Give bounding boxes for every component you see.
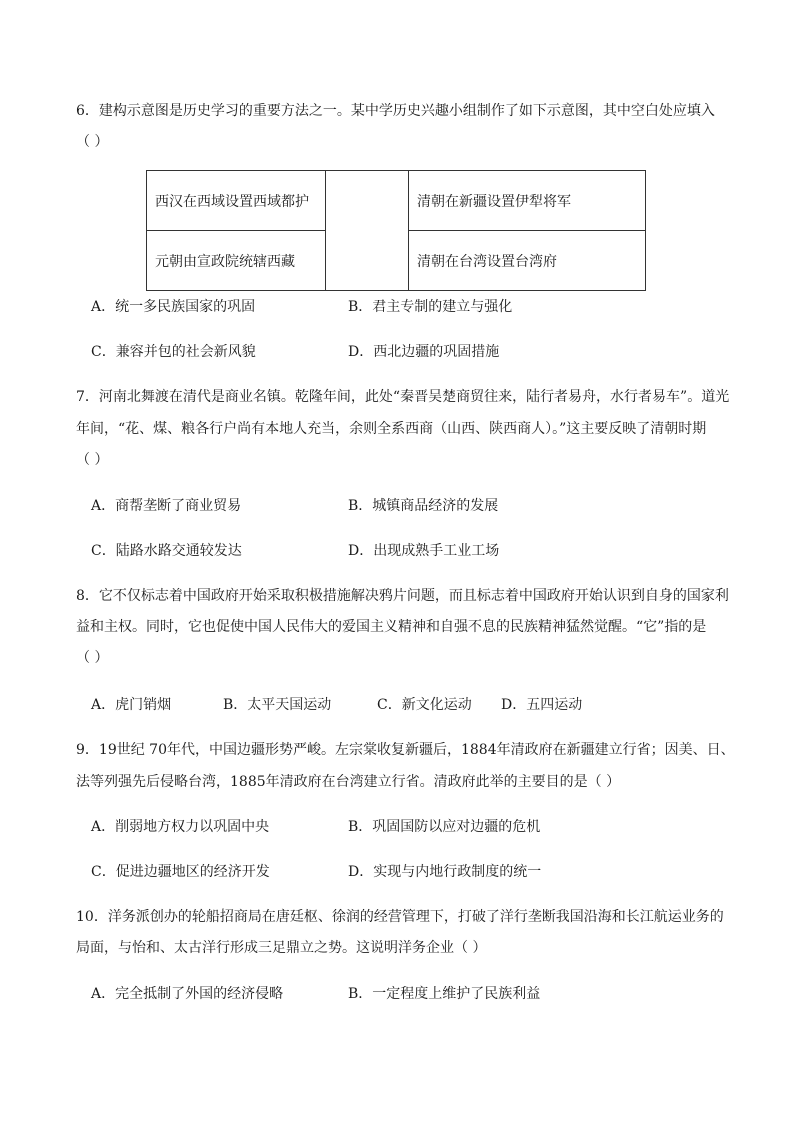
q8-option-c[interactable]: C．新文化运动: [377, 697, 472, 713]
q9-option-b[interactable]: B．巩固国防以应对边疆的危机: [348, 819, 541, 835]
q8-option-a[interactable]: A．虎门销烟: [91, 697, 172, 713]
q7-stem-line1: 7．河南北舞渡在清代是商业名镇。乾隆年间，此处“秦晋吴楚商贸往来，陆行者易舟，水行者易车”。道光: [76, 389, 730, 405]
q6-option-b[interactable]: B．君主专制的建立与强化: [348, 299, 513, 315]
q6-cell-left-bottom: 元朝由宣政院统辖西藏: [147, 231, 326, 291]
q10-option-b[interactable]: B．一定程度上维护了民族利益: [348, 986, 541, 1002]
q7-option-c[interactable]: C．陆路水路交通较发达: [91, 543, 242, 559]
q6-option-d[interactable]: D．西北边疆的巩固措施: [348, 344, 500, 360]
q7-stem-line2: 年间，“花、煤、粮各行户尚有本地人充当，余则全系西商（山西、陕西商人）。”这主要反映了清朝时期: [76, 421, 707, 437]
q6-option-c[interactable]: C．兼容并包的社会新风貌: [91, 344, 256, 360]
q6-option-a[interactable]: A．统一多民族国家的巩固: [91, 299, 256, 315]
q6-blank-cell: [326, 171, 409, 291]
q9-stem-line1: 9．19世纪 70年代，中国边疆形势严峻。左宗棠收复新疆后，1884年清政府在新疆建立行省；因美、日、: [76, 742, 735, 758]
q6-cell-left-top: 西汉在西域设置西域都护: [147, 171, 326, 231]
q8-option-b[interactable]: B．太平天国运动: [223, 697, 332, 713]
q6-stem-line2: （ ）: [76, 134, 109, 150]
q6-cell-right-top: 清朝在新疆设置伊犁将军: [409, 171, 646, 231]
q10-stem-line2: 局面，与怡和、太古洋行形成三足鼎立之势。这说明洋务企业（ ）: [76, 940, 487, 956]
q9-option-c[interactable]: C．促进边疆地区的经济开发: [91, 864, 270, 880]
q9-option-a[interactable]: A．削弱地方权力以巩固中央: [91, 819, 270, 835]
q9-stem-line2: 法等列强先后侵略台湾，1885年清政府在台湾建立行省。清政府此举的主要目的是（ ）: [76, 774, 621, 790]
q8-stem-line2: 益和主权。同时，它也促使中国人民伟大的爱国主义精神和自强不息的民族精神猛然觉醒。“它”指的是: [76, 619, 707, 635]
q7-option-b[interactable]: B．城镇商品经济的发展: [348, 498, 499, 514]
q10-stem-line1: 10．洋务派创办的轮船招商局在唐廷枢、徐润的经营管理下，打破了洋行垄断我国沿海和长江航运业务的: [76, 909, 724, 925]
q6-stem-line1: 6．建构示意图是历史学习的重要方法之一。某中学历史兴趣小组制作了如下示意图，其中空白处应填入: [76, 103, 715, 119]
q6-diagram-table: [146, 170, 646, 291]
q7-option-d[interactable]: D．出现成熟手工业工场: [348, 543, 500, 559]
q8-stem-line3: （ ）: [76, 650, 109, 666]
q7-option-a[interactable]: A．商帮垄断了商业贸易: [91, 498, 242, 514]
q8-option-d[interactable]: D．五四运动: [501, 697, 583, 713]
q7-stem-line3: （ ）: [76, 452, 109, 468]
q6-cell-right-bottom: 清朝在台湾设置台湾府: [409, 231, 646, 291]
q8-stem-line1: 8．它不仅标志着中国政府开始采取积极措施解决鸦片问题，而且标志着中国政府开始认识到自身的国家利: [76, 588, 729, 604]
q10-option-a[interactable]: A．完全抵制了外国的经济侵略: [91, 986, 284, 1002]
q9-option-d[interactable]: D．实现与内地行政制度的统一: [348, 864, 542, 880]
